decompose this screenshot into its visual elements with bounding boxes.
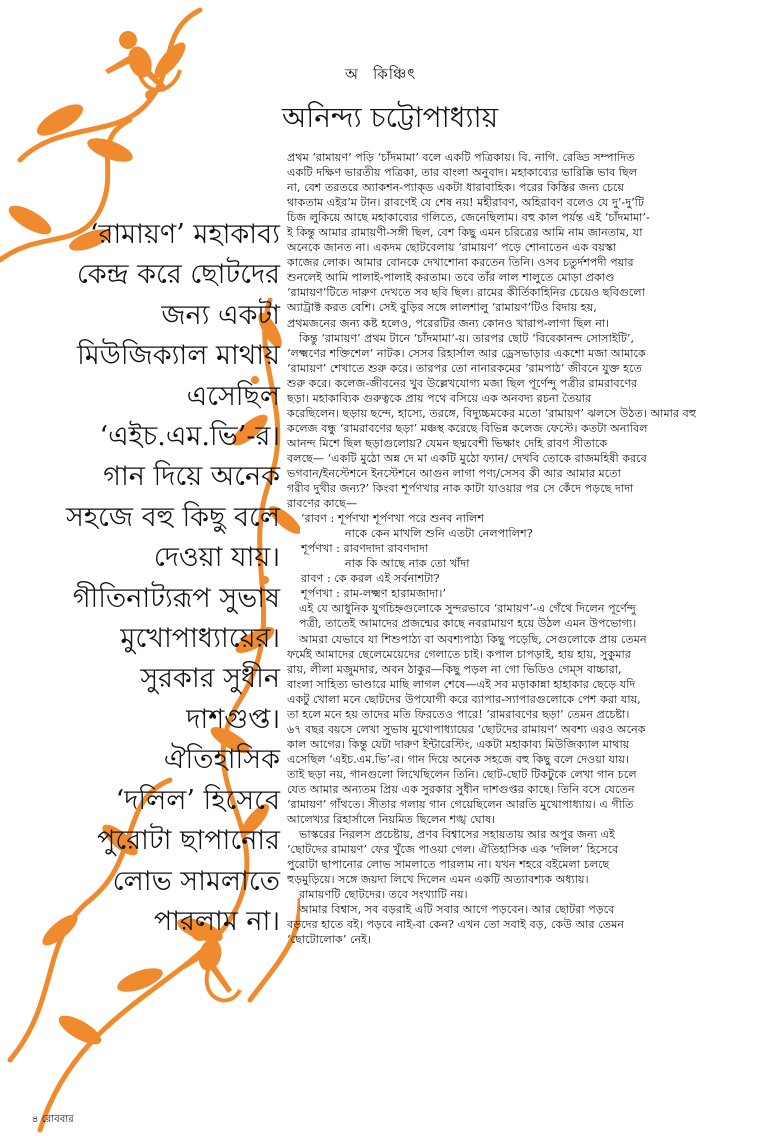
article-line: আনন্দ মিশে ছিল ছড়াগুলোয়? যেমন ছদ্মবেশী ভিক্ষাং দেহি রাবণ সীতাকে (287, 436, 608, 450)
article-line: কাজের লোক। আমার বোনকে দেখাশোনা করতেন তিনি। ওসব চতুর্দশপদী পয়ার (287, 256, 634, 270)
article-line: আলেখ্যর রিহার্সালে নিয়মিত ছিলেন শঙ্খ ঘোষ। (287, 813, 496, 827)
pull-quote-line: ‘দলিল’ হিসেবে (115, 784, 280, 816)
article-line: আমার বিশ্বাস, সব বড়রাই এটি সবার আগে পড়বেন। আর ছোটরা পড়বে (299, 903, 615, 917)
pull-quote-line: লোভ সামলাতে (112, 865, 280, 897)
article-line: শুনলেই আমি পালাই-পালাই করতাম। তবে তাঁর লাল শালুতে মোড়া প্রকাণ্ড (287, 271, 615, 285)
article-line: রাবণের কাছে— (287, 497, 358, 511)
series-letter: অ (345, 65, 359, 83)
pull-quote-line: সহজে বহু কিছু বলে (65, 501, 280, 533)
article-line: গরীব দুখীর জন্য?’ কিংবা শূর্পণখার নাক কাটা যাওয়ার পর সে কেঁদে পড়ছে দাদা (287, 482, 634, 496)
article-body (287, 150, 761, 947)
article-line: ই কিন্তু আমার রামায়ণী-সঙ্গী ছিল, বেশ কিছু এমন চরিত্রের আমি নাম জানতাম, যা (287, 226, 643, 240)
page-footer (32, 1112, 74, 1129)
article-line: এই যে আধুনিক যুগচিহ্নগুলোকে সুন্দরভাবে ‘রামায়ণ’-এ গেঁথে দিলেন পূর্ণেন্দু (299, 602, 636, 616)
article-line: প্রথমজনের জন্য কষ্ট হলেও, পরেরটির জন্য কোনও খারাপ-লাগা ছিল না। (287, 316, 610, 330)
article-line: শূর্পণখা : রাবণদাদা রাবণদাদা (301, 542, 429, 556)
article-line: ৬৭ বছর বয়সে লেখা সুভাষ মুখোপাধ্যায়ের ‘ছোটদের রামায়ণ’ অবশ্য এরও অনেক (287, 722, 646, 736)
pull-quote-line: এসেছিল (186, 380, 280, 412)
article-line: একটু খোলা মনে ছোটদের উপযোগী করে ব্যাপার-স্যাপারগুলোকে পেশ করা যায়, (287, 692, 641, 706)
article-line: বলছে— ‘একটি মুঠো অন্ন দে মা একটি মুঠো ফ্যান/ দেখবি তোকে রাজমহিষী করবে (287, 451, 647, 465)
article-line: আমরা যেভাবে যা শিশুপাঠ্য বা অবশ্যপাঠ্য কিছু পড়েছি, সেগুলোকে প্রায় তেমন (299, 632, 647, 646)
article-line: ‘রামায়ণ’টিতে দারুণ দেখতে সব ছবি ছিল। রামের কীর্তিকাহিনির চেয়েও ছবিগুলো (287, 286, 645, 300)
article-line: ‘রামায়ণ’ শেখাতে শুরু করে। তারপর তো নানারকমের ‘রামপাঠ’ জীবনে যুক্ত হতে (287, 361, 642, 375)
pull-quote-line: সুরকার সুধীন (140, 663, 280, 695)
article-line: ‘ছোটদের রামায়ণ’ ফের খুঁজে পাওয়া গেল। ঐতিহাসিক এক ‘দলিল’ হিসেবে (287, 843, 619, 857)
pull-quote-line: দেওয়া যায়। (153, 542, 280, 574)
article-line: কিন্তু ‘রামায়ণ’ প্রথম টানে ‘চাঁদমামা’-য়। তারপর ছোট ‘বিবেকানন্দ সোসাইটি’, (299, 331, 635, 345)
pull-quote-line: ‘রামায়ণ’ মহাকাব্য (89, 219, 280, 250)
page-number: ৪ (32, 1114, 39, 1125)
pull-quote (0, 215, 280, 942)
series-heading (345, 63, 416, 88)
article-line: বড়দের হাতে বই। পড়বে নাই-বা কেন? এখন তো সবাই বড়, কেউ আর তেমন (287, 918, 625, 932)
article-line: ভগবান/ইনস্টেশনে ইনস্টেশনে আগুন লাগা পণ্য/সেসব কী আর আমার মতো (287, 466, 621, 480)
article-line: কলেজ বন্ধু ‘রামরাবণের ছড়া’ মঞ্চস্থ করেছে বিভিন্ন কলেজ ফেস্টে। কতটা অনাবিল (287, 421, 648, 435)
article-line: একটি দক্ষিণ ভারতীয় পত্রিকা, তার বাংলা অনুবাদ। মহাকাব্যের ভারিক্কি ভাব ছিল (287, 166, 638, 180)
article-line: চিজ লুকিয়ে আছে মহাকাব্যের গলিতে, জেনেছিলাম। বহু কাল পর্যন্ত এই ‘চাঁদমামা’- (287, 211, 650, 225)
article-line: ‘ছোটোলোক’ নেই। (287, 933, 372, 947)
pull-quote-line: গীতিনাট্যরূপ সুভাষ (72, 582, 280, 614)
article-line: শূর্পণখা : রাম-লক্ষ্মণ হারামজাদা।’ (301, 587, 446, 601)
article-line: ‘লক্ষ্মণের শক্তিশেল’ নাটক। সেসব রিহার্সাল আর ড্রেসভাড়ার একশো মজা আমাকে (287, 346, 646, 360)
pull-quote-line: ঐতিহাসিক (163, 744, 280, 776)
article-line: ‘রামায়ণ’ গাঁথতে। সীতার গলায় গান গেয়েছিলেন আরতি মুখোপাধ্যায়। এ গীতি (287, 798, 634, 812)
series-title: কিঞ্চিৎ (373, 65, 417, 83)
article-line: রাবণ : কে করল এই সর্বনাশটা? (301, 572, 440, 586)
article-line: নাকে কেন মাখলি শুনি এতটা নেলপালিশ? (345, 527, 533, 541)
article-line: ফর্মেই আমাদের ছেলেমেয়েদের গেলাতে চাই। কপাল চাপড়াই, হায় হায়, সুকুমার (287, 647, 631, 661)
article-line: ভাস্করের নিরলস প্রচেষ্টায়, প্রণব বিশ্বাসের সহায়তায় আর অপুর জন্য এই (299, 828, 615, 842)
article-line: বাংলা সাহিত্য ভাণ্ডারে মাছি লাগল শেষে—এই সব মড়াকান্না হাহাকার ছেড়ে যদি (287, 677, 636, 691)
pull-quote-line: পারলাম না। (153, 905, 280, 937)
pull-quote-line: কেন্দ্র করে ছোটদের (76, 259, 280, 291)
article-line: কাল আগের। কিন্তু যেটা দারুণ ইন্টারেস্টিং, একটা মহাকাব্য মিউজিক্যাল মাথায় (287, 737, 630, 751)
article-line: পুরোটা ছাপানোর লোভ সামলাতে পারলাম না। যখন শহরে বইমেলা চলছে (287, 858, 610, 872)
author-name: অনিন্দ্য চট্টোপাধ্যায় (282, 101, 499, 134)
article-line: অ্যাট্রাক্ট করত বেশি। সেই বুড়ির সঙ্গে লালশালু ‘রামায়ণ’টিও বিদায় হয়, (287, 301, 597, 315)
article-line: করেছিলেন। ছড়ায় ছন্দে, হাস্যে, তরঙ্গে, বিদ্যুচ্চমকের মতো ‘রামায়ণ’ ঝলসে উঠত। আমার বহু (287, 406, 697, 420)
pull-quote-line: ‘এইচ.এম.ভি’-র। (99, 421, 280, 453)
article-line: প্রথম ‘রামায়ণ’ পড়ি ‘চাঁদমামা’ বলে একটি পত্রিকায়। বি. নাগি. রেড্ডি সম্পাদিত (287, 151, 635, 164)
pull-quote-line: গান দিয়ে অনেক (103, 461, 280, 493)
article-line: ‘রাবণ : শূর্পণখা শূর্পণখা পরে শুনব নালিশ (301, 512, 485, 526)
article-line: রায়, লীলা মজুমদার, অবন ঠাকুর—কিছু পড়ল না গো ভিডিও গেম্‌স বাচ্চারা, (287, 662, 622, 676)
article-line: রামায়ণটি ছোটদের। তবে সংখ্যাটি নয়। (299, 888, 468, 902)
pull-quote-line: দাশগুপ্ত। (186, 703, 280, 735)
article-line: এসেছিল ‘এইচ.এম.ভি’-র। গান দিয়ে অনেক সহজে বহু কিছু বলে দেওয়া যায়। (287, 752, 629, 766)
article-line: পত্রী, তাতেই আমাদের প্রজন্মের কাছে নবরামায়ণ হয়ে উঠল এমন উপভোগ্য। (299, 617, 637, 631)
article-line: থাকতাম এইর’ম টান। রাবণেই যে শেষ নয়! মহীরাবণ, অহিরাবণ বলেও যে দু’-দু’টি (287, 196, 644, 210)
section-name: রোববার (41, 1114, 74, 1125)
article-line: অনেকে জানত না। একদম ছোটবেলায় ‘রামায়ণ’ পড়ে শোনাতেন এক বয়স্কা (287, 241, 617, 255)
article-line: তা হলে মনে হয় তাদের মতি ফিরতেও পারে! ‘রামরাবণের ছড়া’ তেমন প্রচেষ্টা। (287, 707, 630, 721)
article-line: হুড়মুড়িয়ে। সঙ্গে জয়দা লিখে দিলেন এমন একটি অত্যাবশ্যক অধ্যায়। (287, 873, 589, 887)
pull-quote-line: জন্য একটা (161, 299, 280, 331)
article-line: শুরু করে। কলেজ-জীবনের খুব উল্লেখযোগ্য মজা ছিল পূর্ণেন্দু পত্রীর রামরাবণের (287, 376, 638, 390)
article-line: যেত আমার অন্যতম প্রিয় এক সুরকার সুধীন দাশগুপ্তর কাছে। তিনি বসে যেতেন (287, 782, 635, 796)
article-line: না, বেশ তরতরে অ্যাকশন-প্যাক্‌ড একটা ধারাবাহিক। পরের কিস্তির জন্য চেয়ে (287, 181, 625, 195)
article-line: নাক কি আছে নাক তো খাঁদা (345, 557, 470, 571)
article-line: ছড়া। মহাকাব্যিক গুরুত্বকে প্রায় পথে বসিয়ে এক অনবদ্য রচনা তৈয়ার (287, 391, 592, 405)
pull-quote-line: মিউজিক্যাল মাথায় (77, 340, 280, 372)
article-line: তাই ছড়া নয়, গানগুলো লিখেছিলেন তিনি। ছোট-ছোট টিকটুকে লেখা গান চলে (287, 767, 637, 781)
pull-quote-line: পুরোটা ছাপানোর (97, 825, 280, 857)
pull-quote-line: মুখোপাধ্যায়ের। (120, 623, 280, 655)
